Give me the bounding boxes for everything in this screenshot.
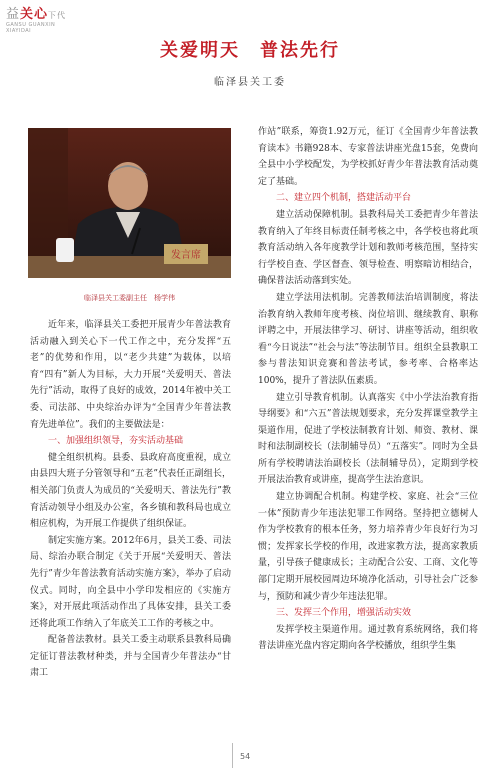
article-title: 关爱明天 普法先行 bbox=[160, 40, 340, 61]
section-heading: 一、加强组织领导，夯实活动基础 bbox=[48, 436, 184, 447]
paragraph: 健全组织机构。县委、县政府高度重视，成立由县四大班子分管领导和“五老”代表任正副组长，相关部门负责人为成员的“关爱明天、普法先行”教育活动领导小组及办公室，各乡镇和教科局也成立相应机构，为开展工作提供了组织保证。 bbox=[30, 452, 231, 530]
section-heading: 三、发挥三个作用，增强活动实效 bbox=[276, 608, 412, 619]
speaker-photo bbox=[28, 128, 231, 278]
masthead-brand: 关心 bbox=[20, 7, 49, 22]
masthead-suffix: 下代 bbox=[48, 11, 67, 20]
paragraph: 近年来，临泽县关工委把开展青少年普法教育活动融入到关心下一代工作之中，充分发挥“五老”的优势和作用，以“老少共建”为载体，以培育“四有”新人为目标，大力开展“关爱明天、普法先行”活动，取得了良好的成效，2014年被中关工委、司法部、中央综治办评为“全国青少年普法教育先进单位”。我们的主要做法是： bbox=[30, 320, 231, 430]
paragraph: 建立协调配合机制。构建学校、家庭、社会“三位一体”预防青少年违法犯罪工作网络。坚持把立德树人作为学校教育的根本任务，努力培养青少年良好行为习惯；发挥家长学校的作用，改进家教方法，提高家教质量，引导孩子健康成长；主动配合公安、工商、文化等部门定期开展校园周边环境净化活动，引导社会广泛参与，预防和减少青少年违法犯罪。 bbox=[258, 492, 478, 602]
page-number: 54 bbox=[240, 752, 251, 761]
paragraph: 建立活动保障机制。县教科局关工委把青少年普法教育纳入了年终目标责任制考核之中，各学校也将此项教育活动纳入各年度教学计划和教师考核范围，坚持实行学校自查、学区督查、领导检查、明察暗访相结合，确保普法活动落到实处。 bbox=[258, 209, 478, 287]
masthead-subtitle-1: GANSU GUANXIN bbox=[6, 22, 56, 28]
paragraph: 配备普法教材。县关工委主动联系县教科局确定征订普法教材种类，并与全国青少年普法办“甘肃工 bbox=[30, 635, 231, 679]
left-text-column bbox=[30, 317, 231, 682]
masthead-subtitle-2: XIAYIDAI bbox=[6, 28, 32, 34]
paragraph: 建立学法用法机制。完善教师法治培训制度，将法治教育纳入教师年度考核、岗位培训、继续教育、职称评聘之中，开展法律学习、研讨、讲座等活动，组织收看“今日说法”“社会与法”等法制节目。组织全县教职工参与普法知识竞赛和普法考试，参考率、合格率达100%，提升了普法队伍素质。 bbox=[258, 292, 478, 386]
masthead-title bbox=[6, 3, 126, 22]
photo-caption: 临泽县关工委副主任 杨学伟 bbox=[84, 294, 175, 302]
speaker-photo-illustration bbox=[28, 128, 231, 278]
paragraph: 建立引导教育机制。认真落实《中小学法治教育指导纲要》和“六五”普法规划要求，充分发挥课堂教学主渠道作用，促进了学校法制教育计划、师资、教材、课时和法制副校长（法制辅导员）“五落实”。同时为全县所有学校聘请法治副校长（法制辅导员），定期到学校开展法治教育或讲座，提高学生法治意识。 bbox=[258, 392, 478, 486]
page-divider bbox=[232, 743, 233, 768]
section-heading: 二、建立四个机制，搭建活动平台 bbox=[276, 193, 412, 204]
paragraph: 发挥学校主渠道作用。通过教育系统网络，我们将普法讲座光盘内容定期向各学校播放，组织学生集 bbox=[258, 624, 478, 652]
paragraph: 作站”联系，筹资1.92万元，征订《全国青少年普法教育读本》书籍928本、专家普法讲座光盘15套，免费向全县中小学校配发，为学校抓好青少年普法教育活动奠定了基础。 bbox=[258, 127, 478, 187]
masthead-prefix: 益 bbox=[6, 7, 21, 22]
article-author: 临泽县关工委 bbox=[214, 77, 286, 88]
paragraph: 制定实施方案。2012年6月，县关工委、司法局、综治办联合制定《关于开展“关爱明天、普法先行”青少年普法教育活动实施方案》，举办了启动仪式。同时，向全县中小学印发相应的《实施方案》，对开展此项活动作出了具体安排，县关工委还将此项工作纳入了年底关工工作的考核之中。 bbox=[30, 535, 231, 629]
desk-sign-text: 发言席 bbox=[171, 250, 201, 261]
right-text-column bbox=[258, 124, 478, 655]
